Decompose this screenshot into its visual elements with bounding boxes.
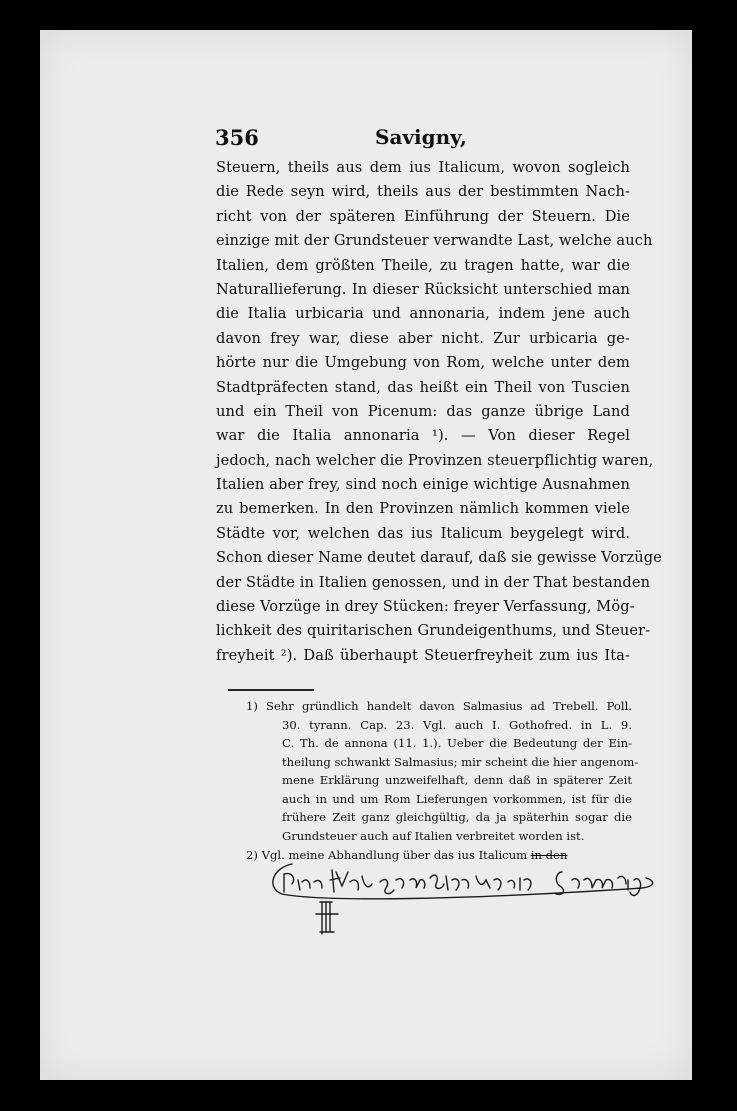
text-line: freyheit ²). Daß überhaupt Steuerfreyheit zum ius Ita-: [216, 646, 630, 664]
running-head: Savigny,: [375, 125, 467, 149]
footnote-rule: [228, 689, 314, 691]
text-line: und ein Theil von Picenum: das ganze übrige Land: [216, 402, 630, 420]
footnote-line: theilung schwankt Salmasius; mir scheint die hier angenom-: [282, 754, 639, 769]
footnote-2-struck-text: in den: [530, 848, 568, 862]
footnote-line: frühere Zeit ganz gleichgültig, da ja späterhin sogar die: [282, 810, 632, 824]
handwriting-scribble: [262, 858, 662, 938]
text-line: Steuern, theils aus dem ius Italicum, wovon sogleich: [216, 159, 630, 176]
page-number: 356: [215, 125, 259, 150]
text-line: Städte vor, welchen das ius Italicum beygelegt wird.: [216, 524, 630, 542]
footnote-line: auch in und um Rom Lieferungen vorkommen, ist für die: [282, 791, 632, 806]
footnote-line: C. Th. de annona (11. 1.). Ueber die Bedeutung der Ein-: [282, 736, 632, 750]
text-line: lichkeit des quiritarischen Grundeigenthums, und Steuer-: [216, 622, 651, 640]
text-line: richt von der späteren Einführung der Steuern. Die: [216, 207, 630, 225]
text-line: die Italia urbicaria und annonaria, indem jene auch: [216, 305, 630, 323]
footnote-line: 1) Sehr gründlich handelt davon Salmasius ad Trebell. Poll.: [246, 699, 632, 713]
page-header: [215, 125, 635, 155]
text-line: Naturallieferung. In dieser Rücksicht unterschied man: [216, 280, 630, 298]
footnote-1: [246, 697, 639, 845]
text-line: einzige mit der Grundsteuer verwandte Last, welche auch: [216, 232, 653, 250]
text-line: Italien aber frey, sind noch einige wichtige Ausnahmen: [216, 476, 630, 494]
text-line: jedoch, nach welcher die Provinzen steuerpflichtig waren,: [216, 451, 654, 469]
body-text: [216, 156, 662, 668]
handwritten-annotation: [262, 858, 662, 938]
footnote-line: mene Erklärung unzweifelhaft, denn daß in späterer Zeit: [282, 773, 632, 787]
text-line: zu bemerken. In den Provinzen nämlich kommen viele: [216, 500, 630, 518]
text-line: die Rede seyn wird, theils aus der bestimmten Nach-: [216, 183, 630, 201]
text-line: davon frey war, diese aber nicht. Zur urbicaria ge-: [216, 329, 630, 347]
text-line: der Städte in Italien genossen, und in der That bestanden: [216, 573, 651, 591]
footnote-line: Grundsteuer auch auf Italien verbreitet worden ist.: [282, 828, 585, 843]
footnote-2-text: 2) Vgl. meine Abhandlung über das ius Italicum: [246, 848, 528, 862]
footnote-line: 30. tyrann. Cap. 23. Vgl. auch I. Gothofred. in L. 9.: [282, 717, 632, 732]
text-line: Stadtpräfecten stand, das heißt ein Theil von Tuscien: [216, 378, 630, 396]
text-line: hörte nur die Umgebung von Rom, welche unter dem: [216, 354, 630, 372]
text-line: Italien, dem größten Theile, zu tragen hatte, war die: [216, 256, 630, 274]
text-line: war die Italia annonaria ¹). — Von dieser Regel: [216, 427, 630, 445]
text-line: Schon dieser Name deutet darauf, daß sie gewisse Vorzüge: [216, 549, 662, 567]
text-line: diese Vorzüge in drey Stücken: freyer Verfassung, Mög-: [216, 598, 635, 616]
